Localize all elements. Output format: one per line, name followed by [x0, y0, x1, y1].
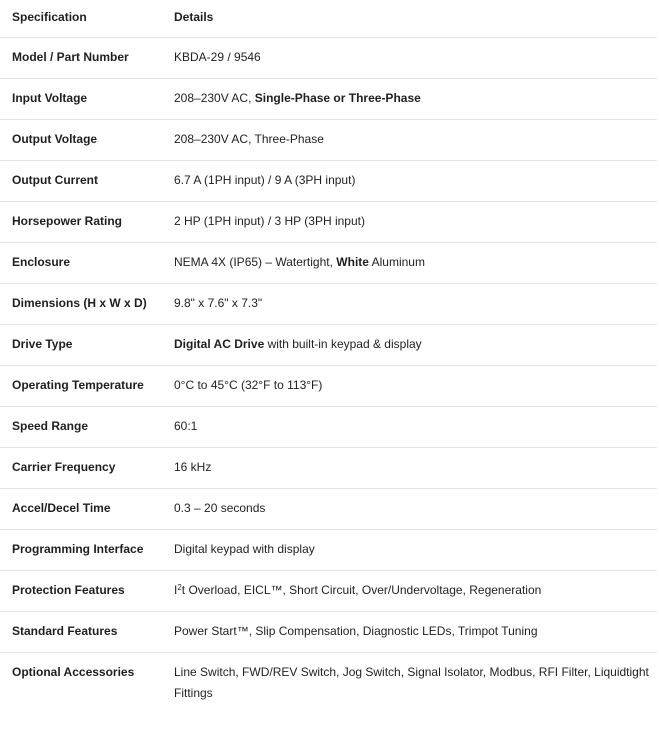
spec-value [162, 202, 657, 243]
spec-name: Drive Type [0, 325, 162, 366]
table-row [0, 161, 657, 202]
spec-name: Speed Range [0, 407, 162, 448]
table-row [0, 243, 657, 284]
spec-value-text: 16 kHz [174, 460, 212, 474]
spec-name: Carrier Frequency [0, 448, 162, 489]
spec-value-text: 0°C to 45°C (32°F to 113°F) [174, 378, 323, 392]
spec-value [162, 120, 657, 161]
header-details: Details [162, 0, 657, 38]
spec-name: Accel/Decel Time [0, 489, 162, 530]
table-row [0, 448, 657, 489]
table-row [0, 325, 657, 366]
spec-value-text: KBDA-29 / 9546 [174, 50, 261, 64]
spec-value-text: Digital keypad with display [174, 542, 315, 556]
spec-value-text: I [174, 583, 178, 597]
spec-value [162, 653, 657, 715]
spec-name: Programming Interface [0, 530, 162, 571]
spec-name: Output Voltage [0, 120, 162, 161]
spec-name: Enclosure [0, 243, 162, 284]
spec-value [162, 366, 657, 407]
spec-name: Input Voltage [0, 79, 162, 120]
spec-name: Dimensions (H x W x D) [0, 284, 162, 325]
table-row [0, 489, 657, 530]
spec-name: Standard Features [0, 612, 162, 653]
spec-name: Optional Accessories [12, 665, 135, 679]
spec-value-text: 208–230V AC, Three-Phase [174, 132, 324, 146]
table-row [0, 120, 657, 161]
spec-value [162, 79, 657, 120]
spec-name: Operating Temperature [0, 366, 162, 407]
header-specification: Specification [0, 0, 162, 38]
table-body [0, 38, 657, 715]
spec-value [162, 161, 657, 202]
spec-value-superscript: 2 [177, 583, 182, 592]
header-row [0, 0, 657, 38]
table-row [0, 530, 657, 571]
spec-value [162, 284, 657, 325]
spec-value-text: 0.3 – 20 seconds [174, 501, 266, 515]
spec-value-emphasis: Digital AC Drive [174, 337, 265, 351]
spec-value [162, 489, 657, 530]
table-row [0, 284, 657, 325]
spec-value-text: NEMA 4X (IP65) – Watertight, [174, 255, 337, 269]
spec-value [162, 325, 657, 366]
spec-value-emphasis: White [336, 255, 369, 269]
spec-value [162, 407, 657, 448]
table-row [0, 612, 657, 653]
spec-name: Output Current [0, 161, 162, 202]
spec-value-text: t Overload, EICL™, Short Circuit, Over/Undervoltage, Regeneration [181, 583, 542, 597]
table-row [0, 366, 657, 407]
spec-value [162, 612, 657, 653]
table-row [0, 202, 657, 243]
table-row [0, 79, 657, 120]
table-row [0, 653, 657, 715]
spec-name: Horsepower Rating [0, 202, 162, 243]
table-row [0, 38, 657, 79]
spec-value-text: 6.7 A (1PH input) / 9 A (3PH input) [174, 173, 356, 187]
spec-name: Protection Features [0, 571, 162, 612]
spec-value-text: Aluminum [368, 255, 425, 269]
table-row [0, 407, 657, 448]
spec-value-text: Line Switch, FWD/REV Switch, Jog Switch, Signal Isolator, Modbus, RFI Filter, Liquidtight Fittings [174, 665, 649, 700]
spec-value [162, 530, 657, 571]
spec-value-text: Power Start™, Slip Compensation, Diagnostic LEDs, Trimpot Tuning [174, 624, 538, 638]
spec-value [162, 571, 657, 612]
spec-name: Model / Part Number [0, 38, 162, 79]
spec-value-text: 208–230V AC, [174, 91, 255, 105]
spec-value-text: 60:1 [174, 419, 198, 433]
table-row [0, 571, 657, 612]
spec-value [162, 243, 657, 284]
spec-value-text: 2 HP (1PH input) / 3 HP (3PH input) [174, 214, 365, 228]
spec-value [162, 38, 657, 79]
spec-value-text: with built-in keypad & display [264, 337, 422, 351]
spec-value-emphasis: Single-Phase or Three-Phase [254, 91, 421, 105]
spec-value [162, 448, 657, 489]
spec-value-text: 9.8" x 7.6" x 7.3" [174, 296, 263, 310]
